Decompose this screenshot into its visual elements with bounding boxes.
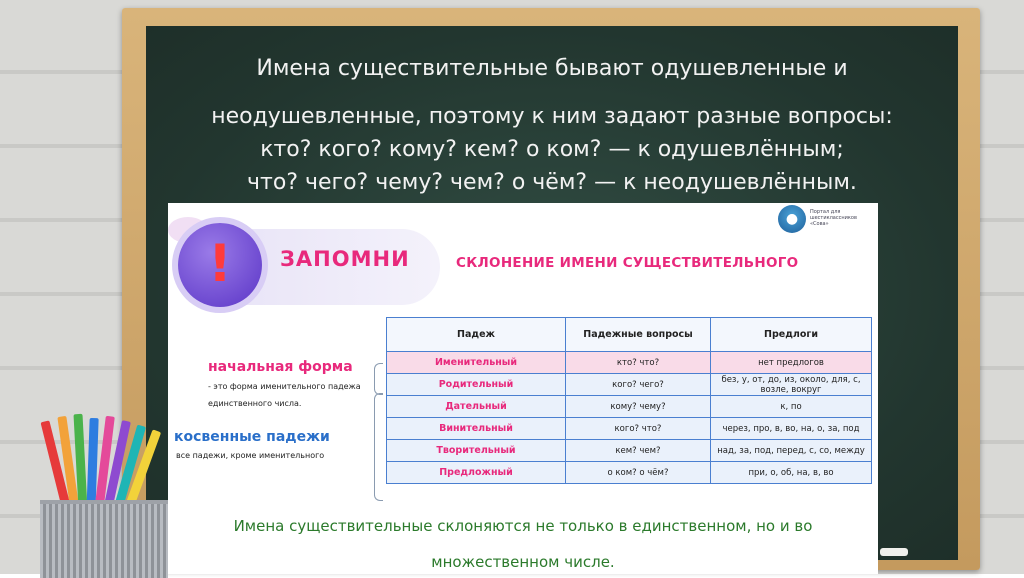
case-name: Винительный: [387, 418, 566, 440]
case-name: Именительный: [387, 352, 566, 374]
declension-table: [386, 317, 872, 484]
table-row: [387, 440, 872, 462]
case-questions: кем? чем?: [566, 440, 711, 462]
table-row: [387, 462, 872, 484]
poster-heading: СКЛОНЕНИЕ ИМЕНИ СУЩЕСТВИТЕЛЬНОГО: [456, 255, 799, 271]
rule-poster: [168, 203, 878, 574]
initial-form-note-line-1: - это форма именительного падежа: [208, 382, 361, 391]
case-questions: о ком? о чём?: [566, 462, 711, 484]
oblique-cases-note: все падежи, кроме именительного: [176, 451, 325, 460]
case-questions: кого? чего?: [566, 374, 711, 396]
remember-label: ЗАПОМНИ: [280, 247, 410, 271]
bottom-rule-line-1: Имена существительные склоняются не только в единственном, но и во: [233, 517, 813, 535]
case-name: Дательный: [387, 396, 566, 418]
case-prepositions: к, по: [711, 396, 872, 418]
case-name: Предложный: [387, 462, 566, 484]
board-title-line-3: кто? кого? кому? кем? о ком? — к одушевлённым;: [260, 137, 844, 162]
brace-oblique: [374, 393, 383, 501]
table-row: [387, 396, 872, 418]
board-title-line-1: Имена существительные бывают одушевленные и: [256, 56, 848, 81]
chalk-piece: [880, 548, 908, 556]
board-title-line-2: неодушевленные, поэтому к ним задают разные вопросы:: [211, 104, 893, 129]
exclamation-icon: !: [208, 234, 232, 294]
header-case: Падеж: [387, 318, 566, 352]
brace-initial: [374, 363, 383, 395]
case-prepositions: над, за, под, перед, с, со, между: [711, 440, 872, 462]
bottom-rule-line-2: множественном числе.: [431, 553, 615, 571]
owl-logo-icon: ●: [778, 205, 806, 233]
case-prepositions: нет предлогов: [711, 352, 872, 374]
case-prepositions: через, про, в, во, на, о, за, под: [711, 418, 872, 440]
table-row: [387, 418, 872, 440]
table-row: [387, 374, 872, 396]
logo-text: Портал для шестиклассников «Сова»: [810, 209, 857, 227]
initial-form-note-line-2: единственного числа.: [208, 399, 302, 408]
pencil-cup: [40, 500, 168, 578]
header-prepositions: Предлоги: [711, 318, 872, 352]
case-prepositions: без, у, от, до, из, около, для, с, возле, вокруг: [711, 374, 872, 396]
case-questions: кого? что?: [566, 418, 711, 440]
header-questions: Падежные вопросы: [566, 318, 711, 352]
case-name: Родительный: [387, 374, 566, 396]
table-row: [387, 352, 872, 374]
initial-form-note: [208, 378, 378, 412]
case-questions: кому? чему?: [566, 396, 711, 418]
case-questions: кто? что?: [566, 352, 711, 374]
case-prepositions: при, о, об, на, в, во: [711, 462, 872, 484]
oblique-cases-label: косвенные падежи: [174, 429, 330, 445]
table-header-row: [387, 318, 872, 352]
case-name: Творительный: [387, 440, 566, 462]
board-title-line-4: что? чего? чему? чем? о чём? — к неодушевлённым.: [247, 170, 857, 195]
initial-form-label: начальная форма: [208, 359, 353, 375]
